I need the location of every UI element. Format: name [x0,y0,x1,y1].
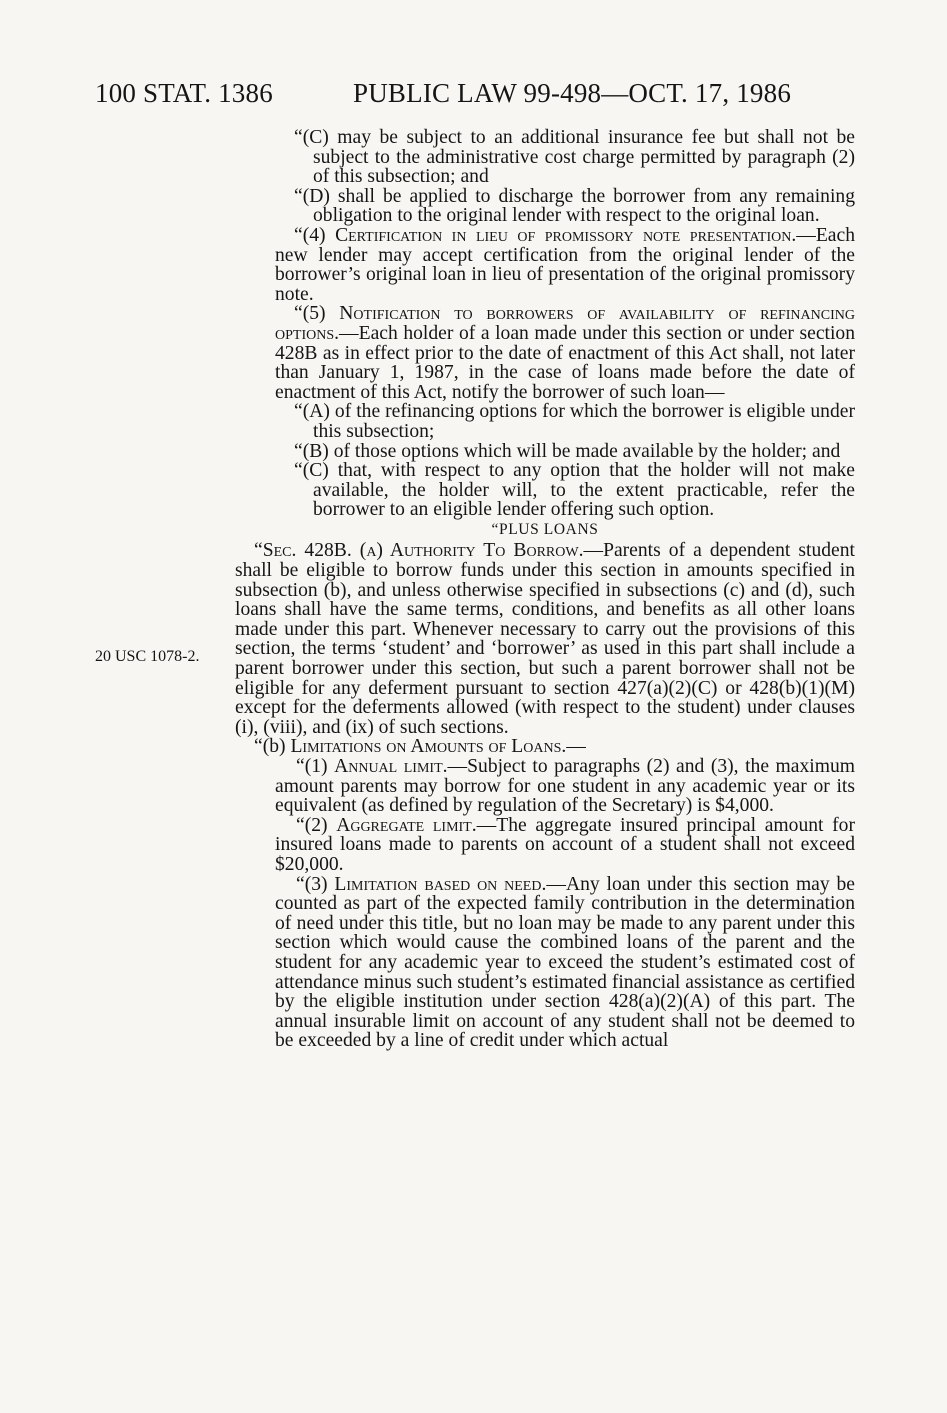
paragraph-5-text: —Each holder of a loan made under this section or under section 428B as in effect prior to the date of enactment of this Act shall, not later than January 1, 1987, in the case of loans made before the date of enactment of this Act, notify the borrower of such loan— [275,322,855,403]
paragraph-b2-text: —The aggregate insured principal amount for insured loans made to parents on account of a student shall not exceed $20,000. [275,814,855,875]
paragraph-b1-heading: Annual limit. [334,756,448,777]
clause-c-refer-borrower: “(C) that, with respect to any option that the holder will not make available, the holder will, to the extent practicable, refer the borrower to an eligible lender offering such option. [294,460,855,521]
clause-d-discharge: “(D) shall be applied to discharge the borrower from any remaining obligation to the original lender with respect to the original loan. [294,185,855,227]
subsection-b-heading [235,737,855,757]
paragraph-b3-text: —Any loan under this section may be counted as part of the expected family contribution in the determination of need under this title, but no loan may be made to any parent under this section which would cause the combined loans of the parent and the student for any academic year to exceed the student’s estimated cost of attendance minus such student’s estimated financial assistance as certified by the eligible institution under section 428(a)(2)(A) of this part. The annual insurable limit on account of any student shall not be deemed to be exceeded by a line of credit under which actual [275,873,855,1052]
paragraph-b1-text: —Subject to paragraphs (2) and (3), the maximum amount parents may borrow for one student in any academic year or its equivalent (as defined by regulation of the Secretary) is $4,000. [275,756,856,817]
section-428b-a-heading: Authority To Borrow. [389,540,584,562]
paragraph-4 [235,226,855,304]
paragraph-5-number: “(5) [294,303,340,325]
paragraph-4-number: “(4) [294,224,336,246]
paragraph-b1-annual-limit [235,757,855,816]
paragraph-4-text: —Each new lender may accept certification from the original lender of the borrower’s original loan in lieu of presentation of the original promissory note. [275,224,855,305]
subsection-b-title: Limitations on Amounts of Loans. [290,736,567,758]
clause-a-refinancing-options: “(A) of the refinancing options for which the borrower is eligible under this subsection; [294,401,855,442]
subsection-b-prefix: “(b) [254,736,291,758]
paragraph-b1-number: “(1) [296,756,335,777]
paragraph-b2-aggregate-limit [235,816,855,875]
paragraph-5 [235,304,855,402]
page-body [235,128,855,1051]
subsection-b-suffix: — [566,736,586,758]
statute-page-number: 100 STAT. 1386 [95,78,273,108]
section-428b-a-text: —Parents of a dependent student shall be eligible to borrow funds under this section in amounts specified in subsection (b), and unless otherwise specified in subsections (c) and (d), such loans shall have the same terms, conditions, and benefits as all other loans made under this part. Whenever necessary to carry out the provisions of this section, the terms ‘student’ and ‘borrower’ as used in this part shall include a parent borrower under this section, but such a parent borrower shall not be eligible for any deferment pursuant to section 427(a)(2)(C) or 428(b)(1)(M) except for the deferments allowed (with respect to the student) under clauses (i), (viii), and (ix) of such sections. [235,540,855,738]
paragraph-b2-number: “(2) [296,814,337,836]
plus-loans-heading: “PLUS LOANS [491,520,599,538]
clause-c-insurance-fee: “(C) may be subject to an additional insurance fee but shall not be subject to the administrative cost charge permitted by paragraph (2) of this subsection; and [294,127,855,188]
page-header [0,78,947,118]
public-law-title: PUBLIC LAW 99-498—OCT. 17, 1986 [353,78,792,108]
paragraph-b2-heading: Aggregate limit. [336,814,477,836]
paragraph-b3-heading: Limitation based on need. [334,873,547,895]
section-428b-prefix: “Sec. 428B. (a) [254,540,390,562]
paragraph-b3-number: “(3) [296,873,335,895]
paragraph-4-heading: Certification in lieu of promissory note presentation. [335,224,797,246]
margin-citation: 20 USC 1078-2. [95,648,200,665]
section-428b-a [235,541,855,737]
paragraph-5-heading: Notification to borrowers of availability of refinancing options. [275,303,855,344]
paragraph-b3-need-limit [235,875,855,1051]
clause-b-holder-options: “(B) of those options which will be made available by the holder; and [294,440,841,462]
